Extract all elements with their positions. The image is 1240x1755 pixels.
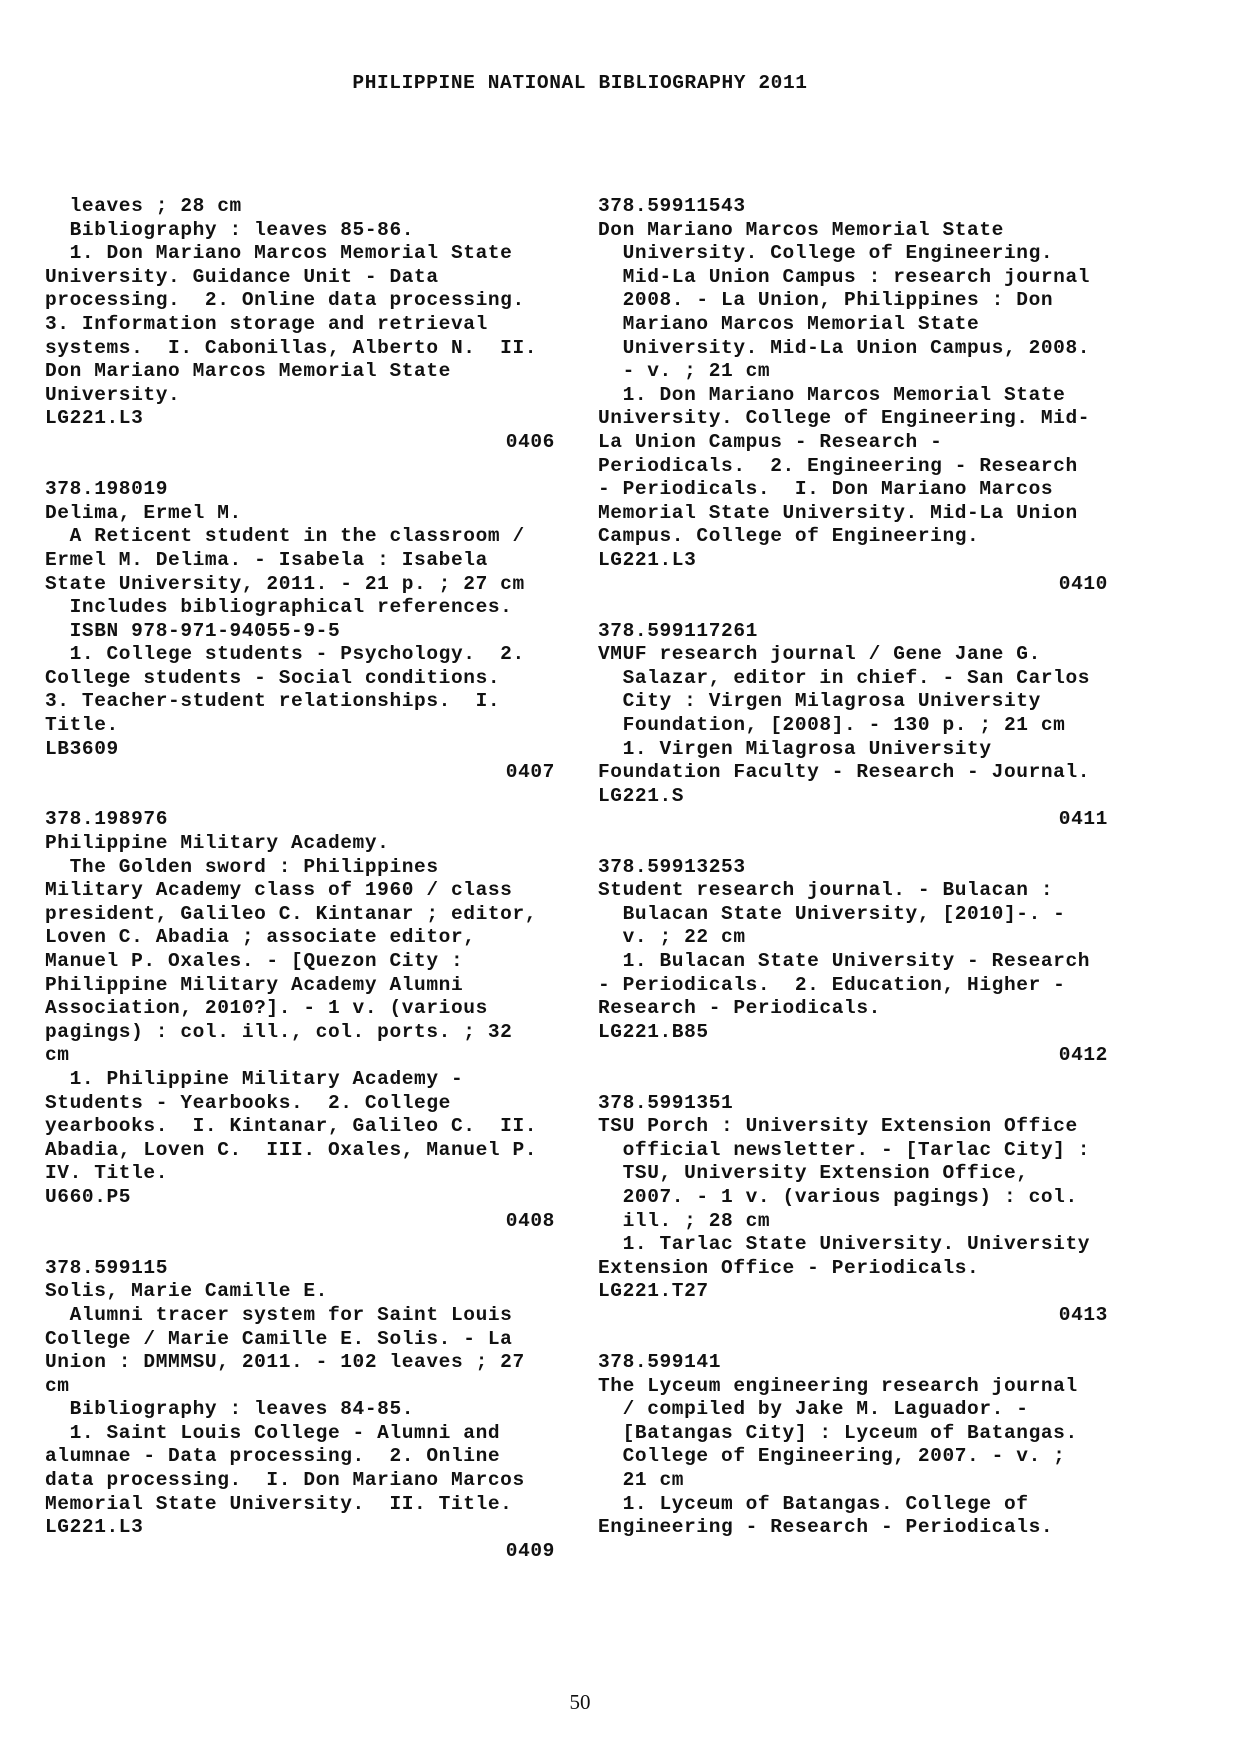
entry-line: 1. Bulacan State University - Research	[598, 950, 1091, 972]
entry-line: 1. College students - Psychology. 2.	[45, 643, 525, 666]
entry-line: Title.	[45, 714, 119, 737]
entry-line: Campus. College of Engineering.	[598, 525, 980, 548]
entry-line: LG221.S	[598, 784, 685, 807]
entry-line: - Periodicals. I. Don Mariano Marcos	[598, 478, 1054, 501]
entry-line: La Union Campus - Research -	[598, 430, 943, 453]
entry-line: A Reticent student in the classroom /	[45, 525, 525, 548]
entry-line: Extension Office - Periodicals.	[598, 1256, 980, 1279]
left-column	[45, 195, 555, 1587]
entry-line: 21 cm	[598, 1469, 685, 1492]
entry-line: 1. Don Mariano Marcos Memorial State	[598, 383, 1066, 406]
entry-line: The Lyceum engineering research journal	[598, 1374, 1078, 1397]
bibliography-entry	[45, 195, 555, 478]
entry-line: 1. Virgen Milagrosa University	[598, 737, 992, 760]
entry-line: Manuel P. Oxales. - [Quezon City :	[45, 950, 464, 972]
entry-line: Association, 2010?]. - 1 v. (various	[45, 997, 488, 1020]
entry-spacer	[45, 455, 555, 479]
entry-line: Military Academy class of 1960 / class	[45, 879, 513, 902]
entry-line: College of Engineering, 2007. - v. ;	[598, 1445, 1066, 1468]
entry-line: 378.599141	[598, 1351, 722, 1374]
entry-line: Foundation, [2008]. - 130 p. ; 21 cm	[598, 714, 1066, 737]
entry-number: 0408	[505, 1209, 555, 1232]
entry-line: 1. Saint Louis College - Alumni and	[45, 1421, 501, 1444]
entry-number: 0409	[505, 1539, 555, 1562]
bibliography-entry	[598, 1351, 1108, 1540]
entry-line: Mid-La Union Campus : research journal	[598, 265, 1091, 288]
entry-line: cm	[45, 1044, 70, 1067]
right-column	[598, 195, 1108, 1540]
entry-line: LB3609	[45, 737, 119, 760]
entry-line: Memorial State University. Mid-La Union	[598, 501, 1078, 524]
entry-line: 2007. - 1 v. (various pagings) : col.	[598, 1185, 1078, 1208]
entry-line: / compiled by Jake M. Laguador. -	[598, 1398, 1029, 1421]
entry-line: IV. Title.	[45, 1162, 169, 1185]
entry-line: 378.59911543	[598, 195, 746, 217]
entry-line: LG221.T27	[598, 1280, 709, 1303]
entry-line: Loven C. Abadia ; associate editor,	[45, 926, 476, 949]
entry-line: VMUF research journal / Gene Jane G.	[598, 643, 1041, 666]
entry-line: Alumni tracer system for Saint Louis	[45, 1303, 513, 1326]
bibliography-entry	[45, 808, 555, 1256]
entry-line: Bulacan State University, [2010]-. -	[598, 902, 1066, 925]
entry-line: Research - Periodicals.	[598, 997, 881, 1020]
entry-line: Memorial State University. II. Title.	[45, 1492, 513, 1515]
entry-line: 1. Don Mariano Marcos Memorial State	[45, 242, 513, 265]
entry-line: Union : DMMMSU, 2011. - 102 leaves ; 27	[45, 1351, 525, 1374]
entry-line: systems. I. Cabonillas, Alberto N. II.	[45, 336, 538, 359]
entry-spacer	[598, 832, 1108, 856]
bibliography-entry	[45, 478, 555, 808]
entry-line: Periodicals. 2. Engineering - Research	[598, 454, 1078, 477]
entry-line: TSU, University Extension Office,	[598, 1162, 1029, 1185]
entry-line: Bibliography : leaves 85-86.	[45, 218, 415, 241]
entry-line: 3. Information storage and retrieval	[45, 312, 488, 335]
entry-spacer	[598, 596, 1108, 620]
entry-line: U660.P5	[45, 1185, 132, 1208]
entry-line: Ermel M. Delima. - Isabela : Isabela	[45, 548, 488, 571]
entry-spacer	[598, 1068, 1108, 1092]
entry-line: cm	[45, 1374, 70, 1397]
entry-line: TSU Porch : University Extension Office	[598, 1115, 1078, 1138]
entry-line: Delima, Ermel M.	[45, 501, 242, 524]
entry-line: University. College of Engineering.	[598, 242, 1054, 265]
entry-line: University. Mid-La Union Campus, 2008.	[598, 336, 1091, 359]
entry-line: [Batangas City] : Lyceum of Batangas.	[598, 1421, 1078, 1444]
entry-line: alumnae - Data processing. 2. Online	[45, 1445, 501, 1468]
entry-number: 0412	[1058, 1044, 1108, 1067]
entry-line: yearbooks. I. Kintanar, Galileo C. II.	[45, 1115, 538, 1138]
entry-line: 378.5991351	[598, 1091, 734, 1114]
entry-number: 0410	[1058, 572, 1108, 595]
entry-line: Foundation Faculty - Research - Journal.	[598, 761, 1091, 784]
entry-line: 378.599117261	[598, 619, 758, 642]
entry-line: University.	[45, 383, 181, 406]
entry-line: processing. 2. Online data processing.	[45, 289, 525, 312]
entry-line: LG221.L3	[45, 1516, 144, 1539]
entry-line: 3. Teacher-student relationships. I.	[45, 690, 501, 713]
entry-line: LG221.L3	[598, 548, 697, 571]
entry-line: 1. Philippine Military Academy -	[45, 1067, 464, 1090]
entry-spacer	[45, 1563, 555, 1587]
entry-line: Engineering - Research - Periodicals.	[598, 1516, 1054, 1539]
entry-line: Students - Yearbooks. 2. College	[45, 1091, 451, 1114]
entry-line: Solis, Marie Camille E.	[45, 1280, 328, 1303]
entry-line: State University, 2011. - 21 p. ; 27 cm	[45, 572, 525, 595]
entry-line: LG221.B85	[598, 1020, 709, 1043]
entry-line: Abadia, Loven C. III. Oxales, Manuel P.	[45, 1138, 538, 1161]
entry-line: 1. Tarlac State University. University	[598, 1233, 1091, 1256]
entry-line: pagings) : col. ill., col. ports. ; 32	[45, 1020, 513, 1043]
entry-line: 1. Lyceum of Batangas. College of	[598, 1492, 1029, 1515]
entry-line: The Golden sword : Philippines	[45, 855, 439, 878]
entry-number: 0413	[1058, 1303, 1108, 1326]
entry-line: College students - Social conditions.	[45, 666, 501, 689]
entry-line: Don Mariano Marcos Memorial State	[45, 360, 451, 383]
entry-line: 378.59913253	[598, 855, 746, 878]
entry-line: Philippine Military Academy.	[45, 832, 390, 855]
entry-line: Don Mariano Marcos Memorial State	[598, 218, 1004, 241]
entry-spacer	[45, 1233, 555, 1257]
entry-number: 0411	[1058, 808, 1108, 831]
page-header: PHILIPPINE NATIONAL BIBLIOGRAPHY 2011	[352, 72, 808, 94]
entry-line: Mariano Marcos Memorial State	[598, 312, 980, 335]
entry-line: 378.198019	[45, 478, 169, 501]
entry-number: 0406	[505, 430, 555, 453]
entry-line: 378.198976	[45, 808, 169, 831]
bibliography-entry	[598, 620, 1108, 856]
entry-line: Philippine Military Academy Alumni	[45, 973, 464, 996]
entry-line: president, Galileo C. Kintanar ; editor,	[45, 902, 538, 925]
bibliography-entry	[45, 1257, 555, 1587]
entry-line: leaves ; 28 cm	[45, 195, 242, 217]
entry-line: Includes bibliographical references.	[45, 596, 513, 619]
entry-line: University. Guidance Unit - Data	[45, 265, 439, 288]
entry-line: 2008. - La Union, Philippines : Don	[598, 289, 1054, 312]
entry-line: ill. ; 28 cm	[598, 1209, 771, 1232]
entry-line: ISBN 978-971-94055-9-5	[45, 619, 341, 642]
entry-spacer	[45, 785, 555, 809]
entry-line: 378.599115	[45, 1256, 169, 1279]
entry-line: University. College of Engineering. Mid-	[598, 407, 1091, 430]
bibliography-entry	[598, 1092, 1108, 1352]
entry-line: LG221.L3	[45, 407, 144, 430]
entry-line: Student research journal. - Bulacan :	[598, 879, 1054, 902]
bibliography-entry	[598, 195, 1108, 620]
entry-line: City : Virgen Milagrosa University	[598, 690, 1041, 713]
entry-line: College / Marie Camille E. Solis. - La	[45, 1327, 513, 1350]
entry-line: - Periodicals. 2. Education, Higher -	[598, 973, 1066, 996]
page-number: 50	[569, 1690, 591, 1714]
entry-line: official newsletter. - [Tarlac City] :	[598, 1138, 1091, 1161]
entry-line: Salazar, editor in chief. - San Carlos	[598, 666, 1091, 689]
entry-line: data processing. I. Don Mariano Marcos	[45, 1469, 525, 1492]
entry-number: 0407	[505, 761, 555, 784]
bibliography-entry	[598, 856, 1108, 1092]
entry-spacer	[598, 1328, 1108, 1352]
entry-line: Bibliography : leaves 84-85.	[45, 1398, 415, 1421]
entry-line: v. ; 22 cm	[598, 926, 746, 949]
entry-line: - v. ; 21 cm	[598, 360, 771, 383]
